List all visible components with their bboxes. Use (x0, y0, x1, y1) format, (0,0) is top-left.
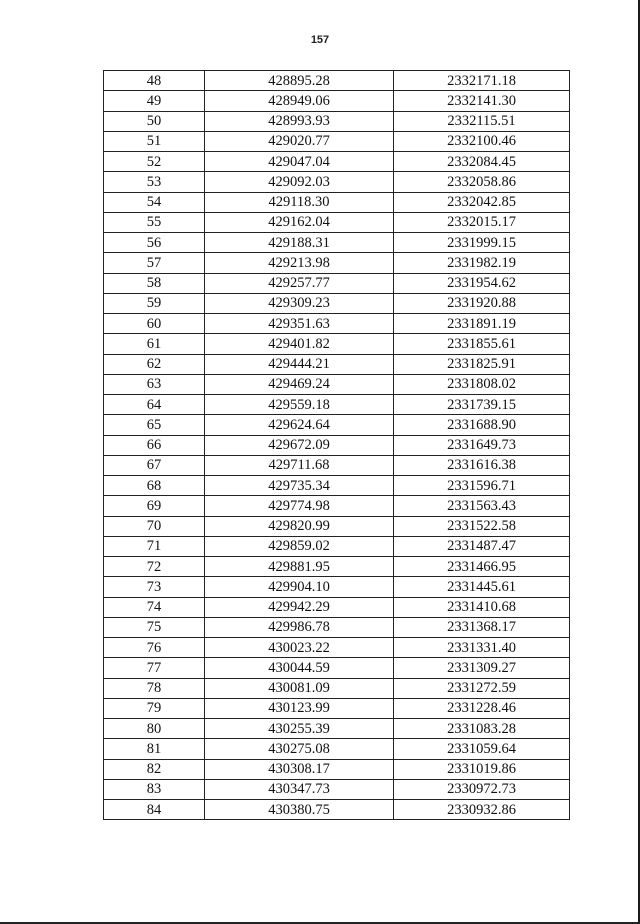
x-coordinate-cell: 429559.18 (205, 395, 394, 415)
x-coordinate-cell: 429401.82 (205, 334, 394, 354)
x-coordinate-cell: 429257.77 (205, 273, 394, 293)
table-row (104, 536, 570, 556)
x-coordinate-cell: 429735.34 (205, 476, 394, 496)
x-coordinate-cell: 430023.22 (205, 638, 394, 658)
x-coordinate-cell: 429672.09 (205, 435, 394, 455)
y-coordinate-cell: 2331410.68 (394, 597, 570, 617)
y-coordinate-cell: 2331616.38 (394, 455, 570, 475)
x-coordinate-cell: 429820.99 (205, 516, 394, 536)
point-number-cell: 52 (104, 152, 205, 172)
x-coordinate-cell: 430123.99 (205, 698, 394, 718)
y-coordinate-cell: 2331487.47 (394, 536, 570, 556)
y-coordinate-cell: 2331891.19 (394, 314, 570, 334)
y-coordinate-cell: 2331309.27 (394, 658, 570, 678)
x-coordinate-cell: 429188.31 (205, 233, 394, 253)
y-coordinate-cell: 2331649.73 (394, 435, 570, 455)
table-row (104, 597, 570, 617)
table-row (104, 212, 570, 232)
point-number-cell: 81 (104, 739, 205, 759)
table-row (104, 577, 570, 597)
point-number-cell: 53 (104, 172, 205, 192)
point-number-cell: 70 (104, 516, 205, 536)
x-coordinate-cell: 428949.06 (205, 91, 394, 111)
point-number-cell: 60 (104, 314, 205, 334)
point-number-cell: 73 (104, 577, 205, 597)
x-coordinate-cell: 428993.93 (205, 111, 394, 131)
x-coordinate-cell: 430380.75 (205, 800, 394, 820)
point-number-cell: 59 (104, 293, 205, 313)
point-number-cell: 54 (104, 192, 205, 212)
x-coordinate-cell: 430308.17 (205, 759, 394, 779)
y-coordinate-cell: 2332171.18 (394, 71, 570, 91)
table-row (104, 253, 570, 273)
y-coordinate-cell: 2331083.28 (394, 719, 570, 739)
point-number-cell: 65 (104, 415, 205, 435)
y-coordinate-cell: 2330932.86 (394, 800, 570, 820)
table-row (104, 233, 570, 253)
y-coordinate-cell: 2331982.19 (394, 253, 570, 273)
x-coordinate-cell: 429774.98 (205, 496, 394, 516)
point-number-cell: 55 (104, 212, 205, 232)
point-number-cell: 78 (104, 678, 205, 698)
y-coordinate-cell: 2331272.59 (394, 678, 570, 698)
x-coordinate-cell: 429213.98 (205, 253, 394, 273)
y-coordinate-cell: 2331059.64 (394, 739, 570, 759)
table-row (104, 516, 570, 536)
table-row (104, 314, 570, 334)
x-coordinate-cell: 430044.59 (205, 658, 394, 678)
y-coordinate-cell: 2332058.86 (394, 172, 570, 192)
y-coordinate-cell: 2331466.95 (394, 557, 570, 577)
point-number-cell: 67 (104, 455, 205, 475)
x-coordinate-cell: 429942.29 (205, 597, 394, 617)
table-row (104, 111, 570, 131)
y-coordinate-cell: 2331739.15 (394, 395, 570, 415)
y-coordinate-cell: 2331688.90 (394, 415, 570, 435)
x-coordinate-cell: 429351.63 (205, 314, 394, 334)
y-coordinate-cell: 2331920.88 (394, 293, 570, 313)
table-row (104, 131, 570, 151)
table-row (104, 617, 570, 637)
table-row (104, 698, 570, 718)
point-number-cell: 76 (104, 638, 205, 658)
x-coordinate-cell: 429118.30 (205, 192, 394, 212)
point-number-cell: 68 (104, 476, 205, 496)
y-coordinate-cell: 2331808.02 (394, 374, 570, 394)
x-coordinate-cell: 430347.73 (205, 779, 394, 799)
table-row (104, 719, 570, 739)
point-number-cell: 63 (104, 374, 205, 394)
x-coordinate-cell: 429092.03 (205, 172, 394, 192)
table-row (104, 455, 570, 475)
x-coordinate-cell: 429904.10 (205, 577, 394, 597)
x-coordinate-cell: 430275.08 (205, 739, 394, 759)
x-coordinate-cell: 429859.02 (205, 536, 394, 556)
y-coordinate-cell: 2332115.51 (394, 111, 570, 131)
y-coordinate-cell: 2331019.86 (394, 759, 570, 779)
table-row (104, 638, 570, 658)
point-number-cell: 58 (104, 273, 205, 293)
coordinate-table (103, 70, 570, 820)
x-coordinate-cell: 430255.39 (205, 719, 394, 739)
x-coordinate-cell: 429309.23 (205, 293, 394, 313)
table-row (104, 739, 570, 759)
y-coordinate-cell: 2331331.40 (394, 638, 570, 658)
point-number-cell: 84 (104, 800, 205, 820)
table-row (104, 334, 570, 354)
x-coordinate-cell: 429047.04 (205, 152, 394, 172)
point-number-cell: 74 (104, 597, 205, 617)
point-number-cell: 80 (104, 719, 205, 739)
y-coordinate-cell: 2331368.17 (394, 617, 570, 637)
y-coordinate-cell: 2331563.43 (394, 496, 570, 516)
point-number-cell: 61 (104, 334, 205, 354)
y-coordinate-cell: 2330972.73 (394, 779, 570, 799)
point-number-cell: 50 (104, 111, 205, 131)
y-coordinate-cell: 2331228.46 (394, 698, 570, 718)
x-coordinate-cell: 429986.78 (205, 617, 394, 637)
x-coordinate-cell: 429444.21 (205, 354, 394, 374)
point-number-cell: 56 (104, 233, 205, 253)
point-number-cell: 49 (104, 91, 205, 111)
table-row (104, 415, 570, 435)
y-coordinate-cell: 2331825.91 (394, 354, 570, 374)
table-row (104, 779, 570, 799)
table-row (104, 152, 570, 172)
point-number-cell: 75 (104, 617, 205, 637)
point-number-cell: 64 (104, 395, 205, 415)
y-coordinate-cell: 2332141.30 (394, 91, 570, 111)
point-number-cell: 77 (104, 658, 205, 678)
point-number-cell: 83 (104, 779, 205, 799)
table-row (104, 678, 570, 698)
table-row (104, 192, 570, 212)
point-number-cell: 66 (104, 435, 205, 455)
point-number-cell: 82 (104, 759, 205, 779)
page-number: 157 (310, 34, 330, 46)
y-coordinate-cell: 2331999.15 (394, 233, 570, 253)
y-coordinate-cell: 2331855.61 (394, 334, 570, 354)
x-coordinate-cell: 429624.64 (205, 415, 394, 435)
y-coordinate-cell: 2332100.46 (394, 131, 570, 151)
x-coordinate-cell: 428895.28 (205, 71, 394, 91)
y-coordinate-cell: 2331596.71 (394, 476, 570, 496)
y-coordinate-cell: 2332084.45 (394, 152, 570, 172)
x-coordinate-cell: 429020.77 (205, 131, 394, 151)
y-coordinate-cell: 2332042.85 (394, 192, 570, 212)
x-coordinate-cell: 429881.95 (205, 557, 394, 577)
table-row (104, 557, 570, 577)
table-row (104, 800, 570, 820)
point-number-cell: 69 (104, 496, 205, 516)
table-row (104, 476, 570, 496)
y-coordinate-cell: 2331445.61 (394, 577, 570, 597)
table-row (104, 71, 570, 91)
table-row (104, 273, 570, 293)
point-number-cell: 48 (104, 71, 205, 91)
table-row (104, 435, 570, 455)
point-number-cell: 57 (104, 253, 205, 273)
table-row (104, 496, 570, 516)
table-row (104, 172, 570, 192)
x-coordinate-cell: 429711.68 (205, 455, 394, 475)
y-coordinate-cell: 2331522.58 (394, 516, 570, 536)
table-row (104, 759, 570, 779)
table-row (104, 658, 570, 678)
y-coordinate-cell: 2331954.62 (394, 273, 570, 293)
table-row (104, 395, 570, 415)
table-row (104, 374, 570, 394)
x-coordinate-cell: 429162.04 (205, 212, 394, 232)
table-row (104, 293, 570, 313)
table-row (104, 91, 570, 111)
y-coordinate-cell: 2332015.17 (394, 212, 570, 232)
point-number-cell: 62 (104, 354, 205, 374)
x-coordinate-cell: 429469.24 (205, 374, 394, 394)
point-number-cell: 71 (104, 536, 205, 556)
point-number-cell: 79 (104, 698, 205, 718)
point-number-cell: 72 (104, 557, 205, 577)
table-row (104, 354, 570, 374)
point-number-cell: 51 (104, 131, 205, 151)
coordinate-table-body (104, 71, 570, 820)
x-coordinate-cell: 430081.09 (205, 678, 394, 698)
